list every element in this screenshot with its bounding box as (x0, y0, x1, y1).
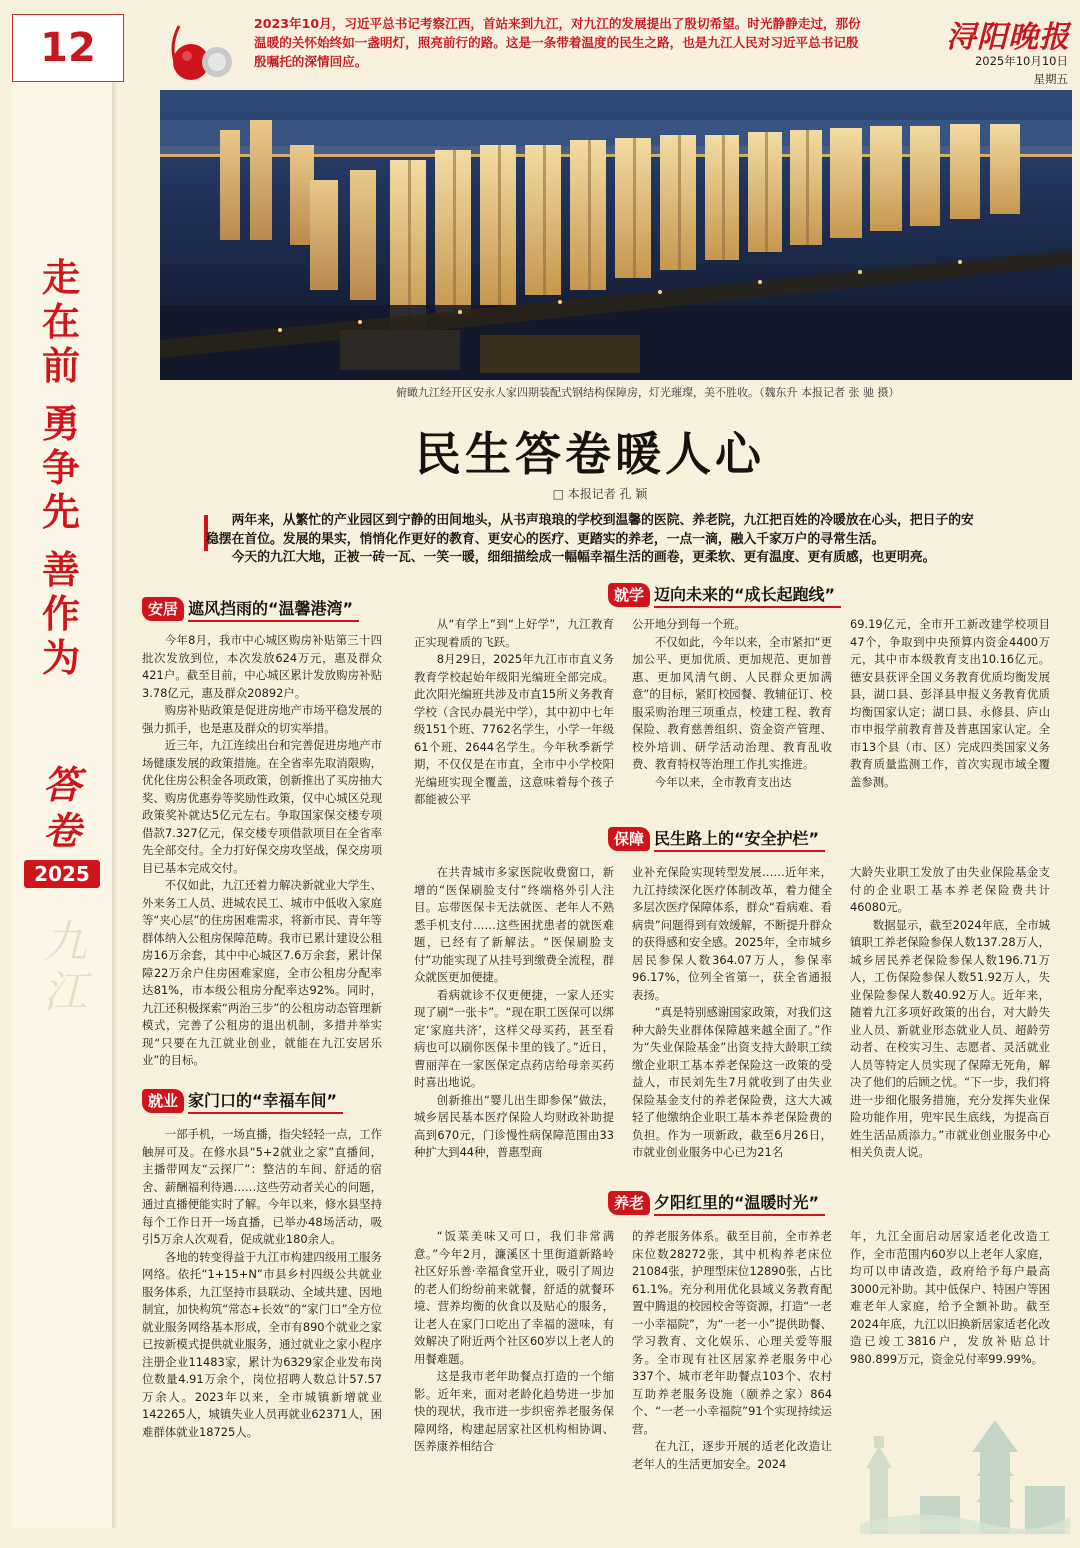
section-tag: 安居 (142, 597, 184, 621)
paragraph: 在九江，逐步开展的适老化改造让老年人的生活更加安全。2024 (632, 1439, 832, 1471)
jiuye-column (142, 1126, 382, 1441)
ghost-char: 九 (43, 917, 87, 968)
baozhang-column-2 (632, 864, 832, 1162)
photo-caption: 俯瞰九江经开区安永人家四期装配式钢结构保障房，灯光璀璨，美不胜收。（魏东升 本报记者 张 驰 摄） (396, 386, 900, 399)
section-jiuxue-head (608, 582, 841, 608)
paragraph: 看病就诊不仅更便捷，一家人还实现了刷“一张卡”。“现在职工医保可以绑定‘家庭共济’，这样父母买药，甚至看病也可以刷你医保卡里的钱了。”近日，曹丽萍在一家医保定点药店给母亲买药时喜出地说。 (414, 987, 614, 1089)
section-title: 家门口的“幸福车间” (188, 1088, 343, 1114)
paragraph: “真是特别感谢国家政策，对我们这种大龄失业群体保障越来越全面了。”作为“失业保险基金”出资支持大龄职工续缴企业职工基本养老保险这一政策的受益人，市民刘先生7月就收到了由失业保险基金支付的养老保险费，这大大减轻了他缴纳企业职工基本养老保险费的负担。作为一项新政，截至6月26日，市就业创业服务中心已为21名 (632, 1005, 832, 1159)
section-title: 迈向未来的“成长起跑线” (654, 582, 841, 608)
jiuxue-column-1 (414, 616, 614, 809)
page-number: 12 (12, 14, 124, 82)
slogan-char: 前 (41, 344, 80, 388)
answer-2025-badge (20, 762, 104, 912)
paragraph: 今年以来，全市教育支出达 (654, 774, 792, 789)
anju-column (142, 632, 382, 1070)
slogan-char: 在 (41, 300, 80, 344)
paragraph: 公开地分到每一个班。 (632, 617, 746, 631)
yanglao-column-1 (414, 1228, 614, 1456)
paragraph: 在共青城市多家医院收费窗口，新增的“医保刷脸支付”终端格外引人注目。忘带医保卡无法就医、老年人不熟悉手机支付……这些困扰患者的就医难题，已经有了新解法。“医保刷脸支付”功能实现了从挂号到缴费全流程，群众就医更加便捷。 (414, 865, 614, 984)
headline: 民生答卷暖人心 (415, 427, 765, 481)
paragraph: 大龄失业职工发放了由失业保险基金支付的企业职工基本养老保险费共计46080元。 (850, 865, 1050, 914)
byline: □ 本报记者 孔 颖 (552, 487, 648, 501)
slogan-char: 争 (41, 446, 80, 490)
section-title: 夕阳红里的“温暖时光” (654, 1190, 825, 1216)
paragraph: 不仅如此，今年以来，全市紧扣“更加公平、更加优质、更加规范、更加普惠、更加风清气朗、人民群众更加满意”的目标，紧盯校园餐、教辅征订、校服采购治理三项重点，校建工程、教育保险、教育慈善组织、资金资产管理、校外培训、研学活动治理、教育乱收费、教育特权等治理工作扎实推进。 (632, 634, 832, 771)
section-tag: 就业 (142, 1089, 184, 1113)
slogan-char: 勇 (41, 402, 80, 446)
paragraph: 今年8月，我市中心城区购房补贴第三十四批次发放到位，本次发放624万元，惠及群众421户。截至目前，中心城区累计发放购房补贴3.78亿元，惠及群众20892户。 (142, 633, 382, 700)
paragraph: 从“有学上”到“上好学”，九江教育正实现着质的飞跃。 (414, 617, 614, 649)
paragraph: 购房补贴政策是促进房地产市场平稳发展的强力抓手，也是惠及群众的切实举措。 (142, 703, 382, 735)
section-tag: 就学 (608, 583, 650, 607)
lead-text: 两年来，从繁忙的产业园区到宁静的田间地头，从书声琅琅的学校到温馨的医院、养老院，九江把百姓的冷暖放在心头，把日子的安稳摆在首位。发展的果实，悄悄化作更好的教育、更安心的医疗、更踏实的养老，一点一滴，融入千家万户的寻常生活。 (206, 513, 974, 547)
jiuxue-column-3 (850, 616, 1050, 791)
lead-text: 今天的九江大地，正被一砖一瓦、一笑一暖，细细描绘成一幅幅幸福生活的画卷，更柔软、更有温度、更有质感，也更明亮。 (231, 550, 936, 565)
paragraph: 的养老服务体系。截至目前，全市养老床位数28272张，其中机构养老床位21084张，护理型床位12890张，占比61.1%。充分利用优化县域义务教育配置中腾退的校园校舍等资源，打造“一老一小幸福院”，为“一老一小”提供助餐、学习教育、文化娱乐、心理关爱等服务。全市现有社区居家养老服务中心337个、城市老年助餐点103个、农村互助养老服务设施（颐养之家）864个、“一老一小幸福院”91个实现持续运营。 (632, 1229, 832, 1436)
paper-title: 浔阳晚报 (946, 20, 1070, 55)
section-tag: 养老 (608, 1191, 650, 1215)
slogan-char: 走 (41, 256, 80, 300)
paragraph: “饭菜美味又可口，我们非常满意。”今年2月，濂溪区十里街道新路岭社区好乐善·幸福食堂开业，吸引了周边的老人们纷纷前来就餐，舒适的就餐环境、营养均衡的伙食以及贴心的服务，让老人在家门口吃出了幸福的滋味，有效解决了附近两个社区60岁以上老人的用餐难题。 (414, 1229, 614, 1366)
lead-paragraph (206, 512, 986, 568)
slogan-char: 为 (41, 636, 80, 680)
paragraph: 这是我市老年助餐点打造的一个缩影。近年来，面对老龄化趋势进一步加快的现状，我市进一步织密养老服务保障网络，构建起居家社区机构相协调、医养康养相结合 (414, 1369, 614, 1453)
badge-year: 2025 (24, 860, 100, 888)
slogan-gap (36, 388, 86, 402)
section-jiuye-head (142, 1088, 343, 1114)
section-title: 遮风挡雨的“温馨港湾” (188, 596, 359, 622)
paragraph: 8月29日，2025年九江市市直义务教育学校起始年级阳光编班全部完成。此次阳光编班共涉及市直15所义务教育学校（含民办晨光中学），其中初中七年级151个班、7762名学生，小学一年级61个班、2644名学生。今年秋季新学期，不仅仅是在市直，全市中小学校阳光编班实现全覆盖，这意味着每个孩子都能被公平 (414, 652, 614, 806)
paragraph: 69.19亿元，全市开工新改建学校项目47个，争取到中央预算内资金4400万元，其中市本级教育支出10.16亿元。德安县获评全国义务教育优质均衡发展县，湖口县、彭泽县申报义务教育优质均衡国家认定；湖口县、永修县、庐山市申报学前教育普及普惠国家认定。全市13个县（市、区）完成四类国家义务教育质量监测工作，首次实现市域全覆盖参测。 (850, 617, 1050, 789)
header-intro: 2023年10月，习近平总书记考察江西，首站来到九江，对九江的发展提出了殷切希望。时光静静走过，那份温暖的关怀始终如一盏明灯，照亮前行的路。这是一条带着温度的民生之路，也是九江人民对习近平总书记殷殷嘱托的深情回应。 (254, 16, 861, 69)
ghost-city-name (40, 918, 90, 1018)
paragraph: 业补充保险实现转型发展……近年来，九江持续深化医疗体制改革，着力健全多层次医疗保障体系，群众“看病难、看病贵”问题得到有效缓解，不断提升群众的获得感和安全感。2025年，全市城乡居民参保人数364.07万人，参保率96.17%，位列全省第一，获全省通报表扬。 (632, 865, 832, 1002)
anniversary-logo-icon (165, 20, 239, 86)
vertical-slogan (36, 256, 86, 680)
paragraph: 各地的转变得益于九江市构建四级用工服务网络。依托“1+15+N”市县乡村四级公共就业服务体系，九江坚持市县联动、全域共建、因地制宜，加快构筑“常态+长效”的“家门口”全方位就业服务网络基本形成，全市有890个就业之家已按新模式提供就业服务，通过就业之家小程序注册企业11483家，累计为6329家企业发布岗位数量4.91万余个，岗位招聘人数总计57.57万余人。2023年以来，全市城镇新增就业142265人，城镇失业人员再就业62371人，困难群体就业18725人。 (142, 1249, 382, 1439)
badge-word: 答 (42, 762, 81, 807)
pagoda-illustration-icon (860, 1406, 1070, 1534)
paragraph: 年，九江全面启动居家适老化改造工作，全市范围内60岁以上老年人家庭，均可以申请改造，政府给予每户最高3000元补助。其中低保户、特困户等困难老年人家庭，给予全额补助。截至2024年底，九江以旧换新居家适老化改造已竣工3816户，发放补贴总计980.899万元，资金兑付率99.99%。 (850, 1229, 1050, 1366)
paragraph: 一部手机，一场直播，指尖轻轻一点，工作触屏可及。在修水县“5+2就业之家”直播间，主播带网友“云探厂”：整洁的车间、舒适的宿舍、薪酬福利待遇……这些劳动者关心的问题，通过直播便能实时了解。今年以来，修水县坚持每个工作日开一场直播，已举办48场活动，吸引5万余人次观看，促成就业180余人。 (142, 1127, 382, 1246)
issue-weekday: 星期五 (1033, 72, 1068, 86)
ghost-char: 江 (43, 967, 87, 1018)
section-yanglao-head (608, 1190, 825, 1216)
section-title: 民生路上的“安全护栏” (654, 826, 825, 852)
yanglao-column-2 (632, 1228, 832, 1473)
section-tag: 保障 (608, 827, 650, 851)
section-baozhang-head (608, 826, 825, 852)
yanglao-column-3 (850, 1228, 1050, 1368)
baozhang-column-1 (414, 864, 614, 1162)
jiuxue-column-2 (632, 616, 832, 791)
paragraph: 创新推出“婴儿出生即参保”做法，城乡居民基本医疗保险人均财政补助提高到670元，门诊慢性病保障范围由33种扩大到44种，普惠型商 (414, 1092, 614, 1159)
slogan-char: 作 (41, 592, 80, 636)
slogan-gap (36, 534, 86, 548)
baozhang-column-3 (850, 864, 1050, 1162)
slogan-char: 善 (41, 548, 80, 592)
issue-date: 2025年10月10日 (974, 54, 1068, 68)
section-anju-head (142, 596, 359, 622)
paragraph: 近三年，九江连续出台和完善促进房地产市场健康发展的政策措施。在全省率先取消限购，优化住房公积金各项政策，创新推出了买房抽大奖、购房优惠券等奖励性政策，仅中心城区兑现政策奖补就达5亿元左右。争取国家保交楼专项借款7.327亿元，保交楼专项借款项目在全省率先全部交付。全力打好保交房攻坚战，保交房项目已基本完成交付。 (142, 738, 382, 875)
fold-shadow (112, 80, 118, 1528)
city-night-photo (160, 90, 1072, 380)
badge-word: 卷 (42, 808, 81, 853)
paragraph: 数据显示，截至2024年底，全市城镇职工养老保险参保人数137.28万人，城乡居民养老保险参保人数196.71万人，工伤保险参保人数51.92万人，失业保险参保人数40.92万人。近年来，随着九江多项好政策的出台，对大龄失业人员、新就业形态就业人员、超龄劳动者、在校实习生、志愿者、灵活就业人员等特定人员实现了保障无死角，解决了他们的后顾之忧。“下一步，我们将进一步细化服务措施，充分发挥失业保险功能作用，兜牢民生底线，为提高百姓生活品质添力。”市就业创业服务中心相关负责人说。 (850, 917, 1050, 1159)
slogan-char: 先 (41, 490, 80, 534)
paragraph: 不仅如此，九江还着力解决新就业大学生、外来务工人员、进城农民工、城市中低收入家庭等“夹心层”的住房困难需求，将新市民、青年等群体纳入公租房保障范畴。我市已累计建设公租房16万余套，其中中心城区7.6万余套，累计保障22万余户住房困难家庭，全市公租房分配率达81%，市本级公租房分配率达92%。同时，九江还积极探索“两治三步”的公租房动态管理新模式，完善了公租房的退出机制，多措并举实现“只要在九江就业创业，就能在九江安居乐业”的目标。 (142, 878, 382, 1067)
